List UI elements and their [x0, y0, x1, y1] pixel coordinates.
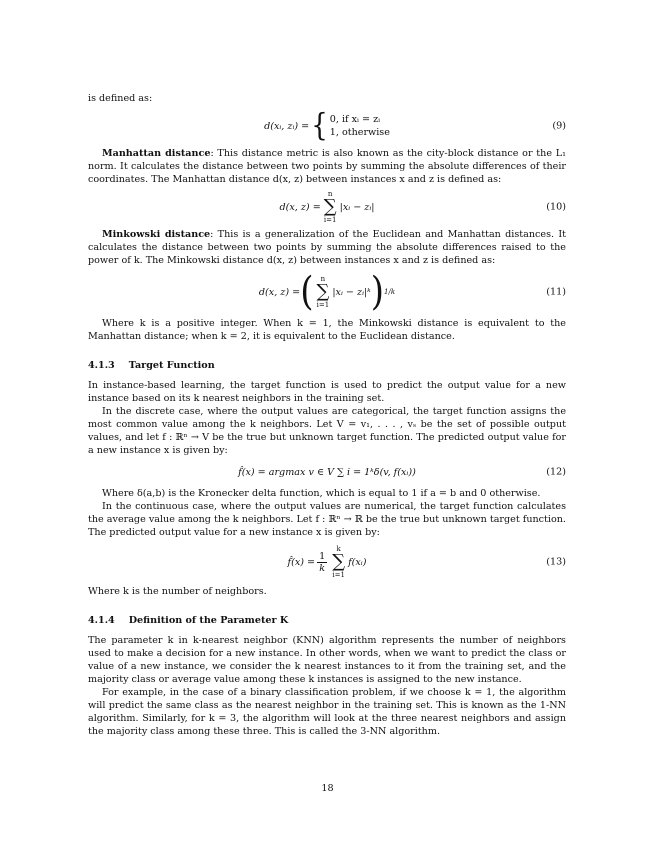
parameter-k-paragraph-2: For example, in the case of a binary classification problem, if we choose k = 1, the algorithm will predict the same class as the nearest neighbor in the training set. This is known as the 1-NN algorithm. Similarly, for k = 3, the algorithm will look at the three nearest neighbors and assign the majority class among these three. This is called the 3-NN algorithm.	[88, 687, 566, 737]
equation-13	[88, 542, 566, 582]
section-heading-4-1-4	[88, 614, 566, 627]
eq9-case1: 0, if xᵢ = zᵢ	[329, 114, 381, 125]
eq11-number: (11)	[546, 286, 566, 298]
eq10-lower: i=1	[323, 216, 337, 224]
target-function-paragraph-2: In the discrete case, where the output values are categorical, the target function assigns the most common value among the k neighbors. Let V = v₁, . . . , vₛ be the set of possible output values, and let f : ℝⁿ → V be the true but unknown target function. The predicted output value for a new instance x is given by:	[88, 406, 566, 456]
manhattan-paragraph	[88, 147, 566, 186]
continuous-case-paragraph: In the continuous case, where the output values are numerical, the target function calculates the average value among the k neighbors. Let f : ℝⁿ → ℝ be the true but unknown target function. The predicted output value for a new instance x is given by:	[88, 501, 566, 538]
eq10-lhs: d(x, z) =	[279, 201, 321, 213]
sum-symbol: ∑	[332, 551, 346, 572]
eq13-denominator: k	[319, 562, 326, 574]
section-number: 4.1.4	[88, 615, 115, 626]
eq11-lower: i=1	[316, 301, 330, 309]
sum-symbol: ∑	[316, 281, 330, 302]
eq10-sum	[324, 190, 337, 224]
parameter-k-paragraph-1: The parameter k in k-nearest neighbor (KNN) algorithm represents the number of neighbors used to make a decision for a new instance. In other words, when we want to predict the class or value of a new instance, we consider the k nearest instances to it from the training set, and the majority class or average value among these k instances is assigned to the new instance.	[88, 635, 566, 685]
eq10-number: (10)	[546, 201, 566, 213]
eq11-upper: n	[320, 275, 326, 283]
eq13-sum	[332, 545, 345, 579]
eq9-number: (9)	[552, 120, 566, 132]
eq9-brace: {	[311, 108, 328, 144]
eq11-body: |xᵢ − zᵢ|ᵏ	[332, 286, 371, 298]
kronecker-paragraph: Where δ(a,b) is the Kronecker delta function, which is equal to 1 if a = b and 0 otherwise.	[102, 488, 541, 499]
target-function-paragraph-1: In instance-based learning, the target function is used to predict the output value for a new instance based on its k nearest neighbors in the training set.	[88, 380, 566, 404]
eq13-lhs: f̂(x) =	[287, 556, 316, 568]
section-title: Target Function	[128, 360, 215, 371]
manhattan-text: : This distance metric is also known as the city-block distance or the L₁ norm. It calculates the distance between two points by summing the absolute differences of their coordinates. The Manhattan distance d(x, z) between instances x and z is defined as:	[88, 148, 566, 185]
eq11-left-paren: (	[300, 269, 314, 315]
eq13-numerator: 1	[319, 550, 326, 562]
neighbors-note: Where k is the number of neighbors.	[88, 586, 267, 597]
eq13-upper: k	[336, 545, 341, 553]
eq9-case2: 1, otherwise	[329, 127, 390, 138]
eq9-lhs: d(xᵢ, zᵢ) =	[264, 120, 310, 132]
eq13-body: f(xᵢ)	[348, 556, 367, 568]
equation-12	[88, 460, 566, 484]
sum-symbol: ∑	[323, 196, 337, 217]
intro-line: is defined as:	[88, 93, 153, 104]
eq10-upper: n	[327, 190, 333, 198]
eq11-right-paren: )	[370, 269, 385, 315]
eq10-body: |xᵢ − zᵢ|	[339, 201, 375, 213]
eq12-number: (12)	[546, 466, 566, 478]
eq13-lower: i=1	[332, 571, 345, 579]
manhattan-term: Manhattan distance	[102, 148, 211, 159]
eq11-exponent: 1/k	[384, 287, 396, 296]
equation-9	[88, 108, 566, 144]
equation-11	[88, 270, 566, 314]
minkowski-paragraph	[88, 228, 566, 267]
eq12-text: f̂(x) = argmax v ∈ V ∑ i = 1ᵏδ(v, f(xᵢ))	[238, 466, 416, 478]
eq11-lhs: d(x, z) =	[258, 286, 301, 298]
section-number: 4.1.3	[88, 360, 115, 371]
section-title: Definition of the Parameter K	[128, 615, 289, 626]
eq11-sum	[316, 275, 329, 309]
equation-10	[88, 189, 566, 225]
after-eq11-paragraph: Where k is a positive integer. When k = 1, the Minkowski distance is equivalent to the Manhattan distance; when k = 2, it is equivalent to the Euclidean distance.	[88, 318, 566, 342]
page-body	[88, 92, 566, 738]
eq13-number: (13)	[546, 556, 566, 568]
minkowski-term: Minkowski distance	[102, 229, 211, 240]
eq13-fraction	[317, 551, 327, 574]
eq9-cases	[330, 113, 390, 139]
page-number: 18	[321, 783, 334, 794]
section-heading-4-1-3	[88, 359, 566, 372]
minkowski-text: : This is a generalization of the Euclidean and Manhattan distances. It calculates the distance between two points by summing the absolute differences raised to the power of k. The Minkowski distance d(x, z) between instances x and z is defined as:	[88, 229, 566, 266]
